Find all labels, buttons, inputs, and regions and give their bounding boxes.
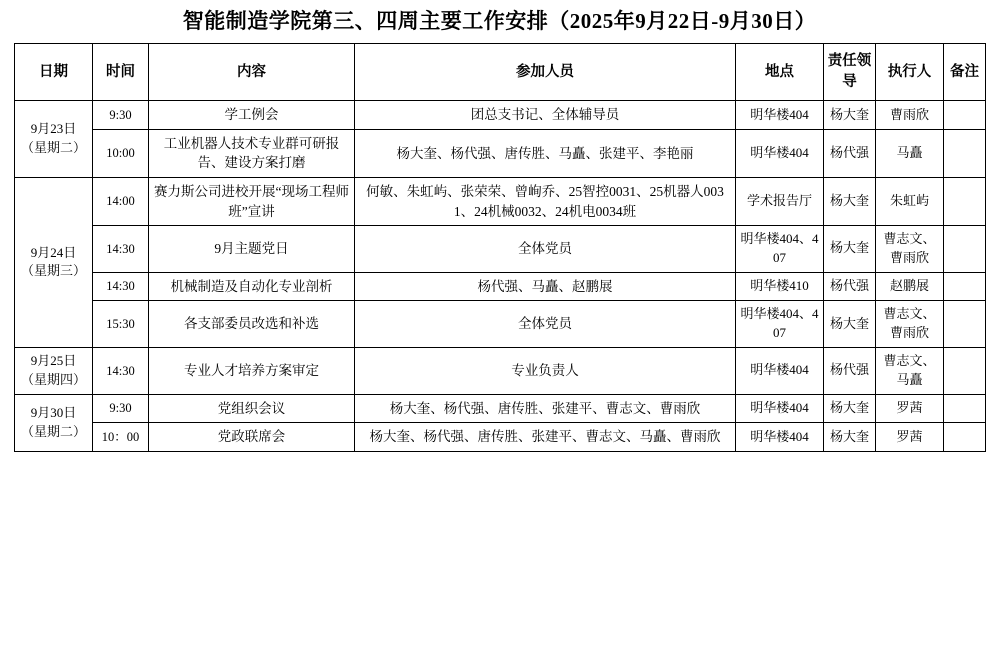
cell-remark [944,226,986,273]
cell-participants: 杨代强、马矗、赵鹏展 [355,272,736,301]
cell-location: 明华楼410 [736,272,824,301]
cell-executor: 罗茜 [876,394,944,423]
cell-leader: 杨大奎 [824,423,876,452]
work-schedule-table [14,43,986,452]
cell-remark [944,423,986,452]
cell-participants: 杨大奎、杨代强、唐传胜、张建平、曹志文、马矗、曹雨欣 [355,423,736,452]
cell-remark [944,348,986,395]
cell-executor: 马矗 [876,129,944,177]
cell-executor: 曹志文、曹雨欣 [876,226,944,273]
column-header-location: 地点 [736,44,824,101]
cell-time: 15:30 [93,301,149,348]
cell-participants: 团总支书记、全体辅导员 [355,101,736,130]
column-header-executor: 执行人 [876,44,944,101]
cell-executor: 曹志文、曹雨欣 [876,301,944,348]
column-header-leader: 责任领导 [824,44,876,101]
cell-executor: 罗茜 [876,423,944,452]
cell-leader: 杨代强 [824,129,876,177]
cell-participants: 杨大奎、杨代强、唐传胜、马矗、张建平、李艳丽 [355,129,736,177]
cell-content: 专业人才培养方案审定 [149,348,355,395]
cell-content: 学工例会 [149,101,355,130]
column-header-participants: 参加人员 [355,44,736,101]
cell-location: 明华楼404 [736,394,824,423]
cell-location: 学术报告厅 [736,177,824,225]
cell-content: 党组织会议 [149,394,355,423]
cell-location: 明华楼404 [736,423,824,452]
cell-leader: 杨代强 [824,348,876,395]
cell-content: 赛力斯公司进校开展“现场工程师班”宣讲 [149,177,355,225]
cell-leader: 杨大奎 [824,394,876,423]
page-title: 智能制造学院第三、四周主要工作安排（2025年9月22日-9月30日） [182,9,817,33]
cell-participants: 专业负责人 [355,348,736,395]
table-row [15,129,986,177]
table-row [15,272,986,301]
cell-location: 明华楼404 [736,348,824,395]
cell-location: 明华楼404、407 [736,301,824,348]
column-header-date: 日期 [15,44,93,101]
cell-date: 9月30日（星期二） [15,394,93,451]
cell-time: 14:30 [93,348,149,395]
cell-time: 10：00 [93,423,149,452]
cell-time: 9:30 [93,394,149,423]
column-header-content: 内容 [149,44,355,101]
cell-participants: 杨大奎、杨代强、唐传胜、张建平、曹志文、曹雨欣 [355,394,736,423]
cell-date: 9月24日（星期三） [15,177,93,347]
cell-remark [944,272,986,301]
cell-date: 9月25日（星期四） [15,348,93,395]
cell-executor: 赵鹏展 [876,272,944,301]
cell-location: 明华楼404 [736,129,824,177]
cell-participants: 全体党员 [355,301,736,348]
cell-time: 14:00 [93,177,149,225]
cell-remark [944,101,986,130]
table-row [15,394,986,423]
cell-executor: 曹志文、马矗 [876,348,944,395]
table-row [15,423,986,452]
cell-time: 14:30 [93,272,149,301]
cell-remark [944,301,986,348]
table-row [15,101,986,130]
table-row [15,301,986,348]
cell-content: 工业机器人技术专业群可研报告、建设方案打磨 [149,129,355,177]
cell-executor: 朱虹屿 [876,177,944,225]
cell-content: 机械制造及自动化专业剖析 [149,272,355,301]
cell-time: 10:00 [93,129,149,177]
cell-executor: 曹雨欣 [876,101,944,130]
cell-location: 明华楼404、407 [736,226,824,273]
cell-remark [944,129,986,177]
cell-participants: 何敏、朱虹屿、张荣荣、曾峋乔、25智控0031、25机器人0031、24机械0032、24机电0034班 [355,177,736,225]
column-header-remark: 备注 [944,44,986,101]
cell-remark [944,394,986,423]
cell-leader: 杨大奎 [824,101,876,130]
table-header-row [15,44,986,101]
cell-time: 9:30 [93,101,149,130]
cell-content: 各支部委员改选和补选 [149,301,355,348]
table-row [15,348,986,395]
cell-leader: 杨大奎 [824,226,876,273]
cell-remark [944,177,986,225]
cell-content: 9月主题党日 [149,226,355,273]
cell-content: 党政联席会 [149,423,355,452]
table-row [15,177,986,225]
table-row [15,226,986,273]
column-header-time: 时间 [93,44,149,101]
cell-leader: 杨代强 [824,272,876,301]
table-body [15,101,986,452]
cell-participants: 全体党员 [355,226,736,273]
cell-location: 明华楼404 [736,101,824,130]
cell-leader: 杨大奎 [824,301,876,348]
cell-leader: 杨大奎 [824,177,876,225]
cell-time: 14:30 [93,226,149,273]
cell-date: 9月23日（星期二） [15,101,93,178]
